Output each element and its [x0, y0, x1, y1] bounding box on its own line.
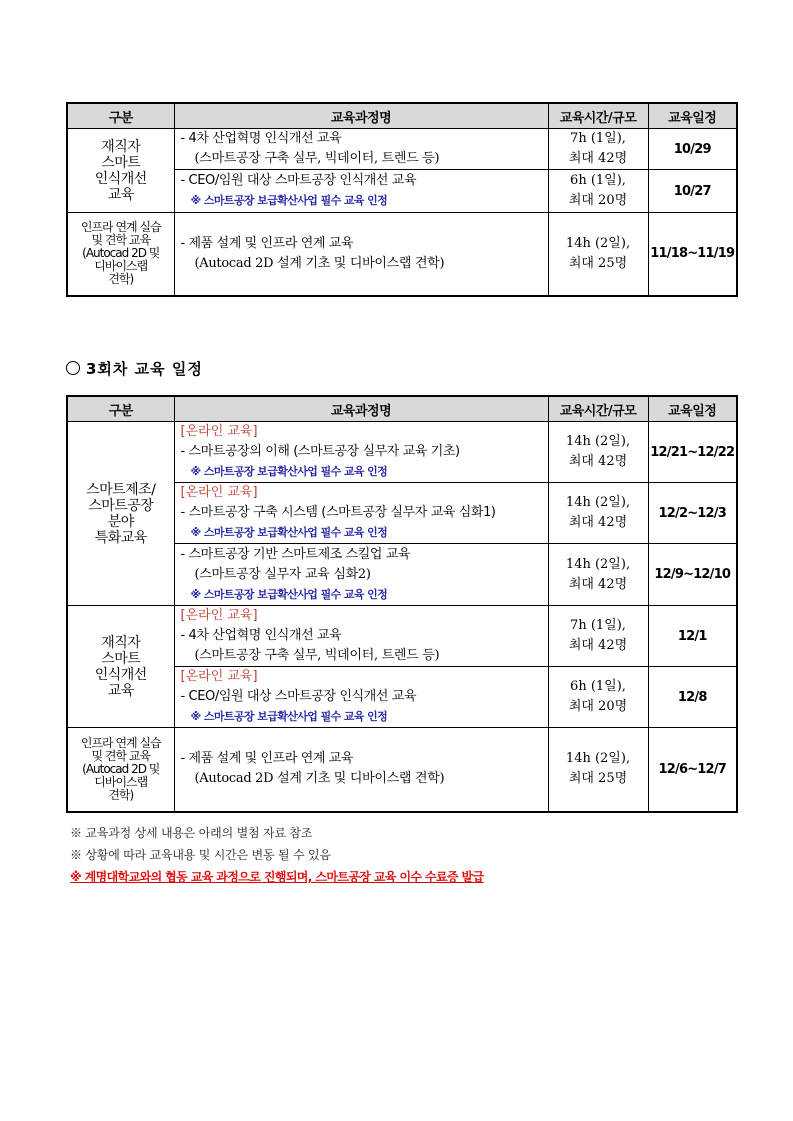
- category-line: 교육: [107, 186, 134, 203]
- date-cell: 11/18~11/19: [648, 213, 737, 296]
- category-line: 스마트공장: [88, 497, 154, 514]
- category-line: 견학): [108, 787, 134, 802]
- category-line: 재직자: [101, 634, 141, 651]
- time-cell: [548, 606, 648, 667]
- date-cell: 12/1: [648, 606, 737, 667]
- category-cell: [67, 129, 174, 213]
- time-cell: [548, 213, 648, 296]
- table-row: [67, 728, 737, 812]
- note-line: ※ 상황에 따라 교육내용 및 시간은 변동 될 수 있음: [70, 848, 331, 862]
- course-title: - 제품 설계 및 인프라 연계 교육: [180, 235, 354, 251]
- note-line: ※ 교육과정 상세 내용은 아래의 별첨 자료 참조: [70, 826, 313, 840]
- category-line: 디바이스랩: [94, 774, 148, 789]
- note-highlight: ※ 계명대학교와의 협동 교육 과정으로 진행되며, 스마트공장 교육 이수 수료증 발급: [70, 870, 484, 884]
- category-line: 재직자: [101, 138, 141, 155]
- course-title: - CEO/임원 대상 스마트공장 인식개선 교육: [180, 689, 417, 704]
- header-category: 구분: [67, 396, 174, 422]
- header-course: 교육과정명: [174, 103, 548, 129]
- date-cell: 12/9~12/10: [648, 544, 737, 606]
- category-line: 인프라 연계 실습: [80, 220, 161, 235]
- course-cell: [174, 129, 548, 170]
- certification-note: ※ 스마트공장 보급확산사업 필수 교육 인정: [190, 526, 388, 539]
- course-cell: [174, 606, 548, 667]
- course-cell: [174, 170, 548, 213]
- course-cell: [174, 667, 548, 728]
- header-time: 교육시간/규모: [548, 396, 648, 422]
- category-cell: [67, 606, 174, 728]
- header-time: 교육시간/규모: [548, 103, 648, 129]
- time-line: 14h (2일),: [565, 495, 631, 510]
- time-line: 최대 42명: [568, 576, 628, 592]
- time-line: 최대 42명: [568, 638, 628, 653]
- circle-bullet-icon: [66, 361, 80, 375]
- table-row: [67, 606, 737, 667]
- category-line: 스마트: [101, 154, 141, 171]
- online-badge: [온라인 교육]: [180, 608, 258, 623]
- time-cell: [548, 728, 648, 812]
- course-subtitle: (Autocad 2D 설계 기초 및 디바이스랩 견학): [194, 771, 445, 787]
- category-line: 디바이스랩: [94, 259, 148, 274]
- date-cell: 12/6~12/7: [648, 728, 737, 812]
- online-badge: [온라인 교육]: [180, 669, 258, 684]
- schedule-table-1: [66, 102, 738, 297]
- header-date: 교육일정: [648, 396, 737, 422]
- table-body: [67, 129, 737, 296]
- time-cell: [548, 170, 648, 213]
- certification-note: ※ 스마트공장 보급확산사업 필수 교육 인정: [190, 587, 388, 601]
- time-line: 최대 20명: [568, 193, 628, 208]
- category-line: 견학): [108, 272, 134, 287]
- time-line: 최대 20명: [568, 699, 628, 714]
- certification-note: ※ 스마트공장 보급확산사업 필수 교육 인정: [190, 465, 388, 478]
- time-line: 7h (1일),: [570, 131, 626, 146]
- schedule-table-2: [66, 395, 738, 813]
- time-cell: [548, 667, 648, 728]
- course-subtitle: (스마트공장 구축 실무, 빅데이터, 트렌드 등): [194, 151, 440, 166]
- table-body: [67, 422, 737, 812]
- category-cell: [67, 213, 174, 296]
- online-badge: [온라인 교육]: [180, 424, 258, 439]
- time-line: 최대 25명: [568, 255, 628, 271]
- time-line: 14h (2일),: [565, 751, 631, 767]
- course-cell: [174, 213, 548, 296]
- header-date: 교육일정: [648, 103, 737, 129]
- course-subtitle: (스마트공장 구축 실무, 빅데이터, 트렌드 등): [194, 648, 440, 663]
- time-line: 14h (2일),: [565, 434, 631, 449]
- category-line: (Autocad 2D 및: [82, 246, 160, 261]
- category-line: 인식개선: [94, 170, 147, 187]
- category-cell: [67, 422, 174, 606]
- date-cell: 12/2~12/3: [648, 483, 737, 544]
- time-line: 최대 42명: [568, 454, 628, 469]
- course-title: - 4차 산업혁명 인식개선 교육: [180, 131, 342, 146]
- category-line: 및 견학 교육: [91, 233, 151, 248]
- certification-note: ※ 스마트공장 보급확산사업 필수 교육 인정: [190, 710, 388, 723]
- category-cell: [67, 728, 174, 812]
- time-line: 최대 42명: [568, 515, 628, 530]
- online-badge: [온라인 교육]: [180, 485, 258, 500]
- category-line: 및 견학 교육: [91, 748, 151, 763]
- certification-note: ※ 스마트공장 보급확산사업 필수 교육 인정: [190, 194, 388, 207]
- course-cell: [174, 728, 548, 812]
- header-course: 교육과정명: [174, 396, 548, 422]
- time-line: 최대 25명: [568, 771, 628, 787]
- course-cell: [174, 483, 548, 544]
- time-line: 14h (2일),: [565, 235, 631, 251]
- course-cell: [174, 422, 548, 483]
- time-line: 6h (1일),: [570, 679, 626, 694]
- category-line: (Autocad 2D 및: [82, 761, 160, 776]
- course-subtitle: (Autocad 2D 설계 기초 및 디바이스랩 견학): [194, 255, 445, 271]
- time-line: 7h (1일),: [570, 618, 626, 633]
- category-line: 스마트: [101, 650, 141, 667]
- header-category: 구분: [67, 103, 174, 129]
- category-line: 스마트제조/: [86, 481, 156, 498]
- course-title: - CEO/임원 대상 스마트공장 인식개선 교육: [180, 173, 417, 188]
- table-row: [67, 213, 737, 296]
- time-cell: [548, 422, 648, 483]
- course-title: - 스마트공장의 이해 (스마트공장 실무자 교육 기초): [180, 444, 460, 459]
- category-line: 교육: [107, 682, 134, 699]
- date-cell: 12/8: [648, 667, 737, 728]
- category-line: 분야: [107, 513, 134, 530]
- date-cell: 10/29: [648, 129, 737, 170]
- table-row: [67, 129, 737, 170]
- time-cell: [548, 483, 648, 544]
- course-title: - 스마트공장 기반 스마트제조 스킬업 교육: [180, 546, 411, 562]
- notes: [70, 822, 484, 888]
- time-cell: [548, 129, 648, 170]
- course-title: - 스마트공장 구축 시스템 (스마트공장 실무자 교육 심화1): [180, 505, 496, 520]
- section-title: 3회차 교육 일정: [66, 358, 203, 379]
- category-line: 인프라 연계 실습: [80, 735, 161, 750]
- date-cell: 10/27: [648, 170, 737, 213]
- table-row: [67, 422, 737, 483]
- course-subtitle: (스마트공장 실무자 교육 심화2): [194, 566, 371, 582]
- table-header-row: [67, 396, 737, 422]
- time-line: 14h (2일),: [565, 556, 631, 572]
- course-cell: [174, 544, 548, 606]
- date-cell: 12/21~12/22: [648, 422, 737, 483]
- category-line: 인식개선: [94, 666, 147, 683]
- category-line: 특화교육: [94, 529, 147, 546]
- time-cell: [548, 544, 648, 606]
- table-header-row: [67, 103, 737, 129]
- time-line: 6h (1일),: [570, 173, 626, 188]
- course-title: - 4차 산업혁명 인식개선 교육: [180, 628, 342, 643]
- time-line: 최대 42명: [568, 151, 628, 166]
- course-title: - 제품 설계 및 인프라 연계 교육: [180, 751, 354, 767]
